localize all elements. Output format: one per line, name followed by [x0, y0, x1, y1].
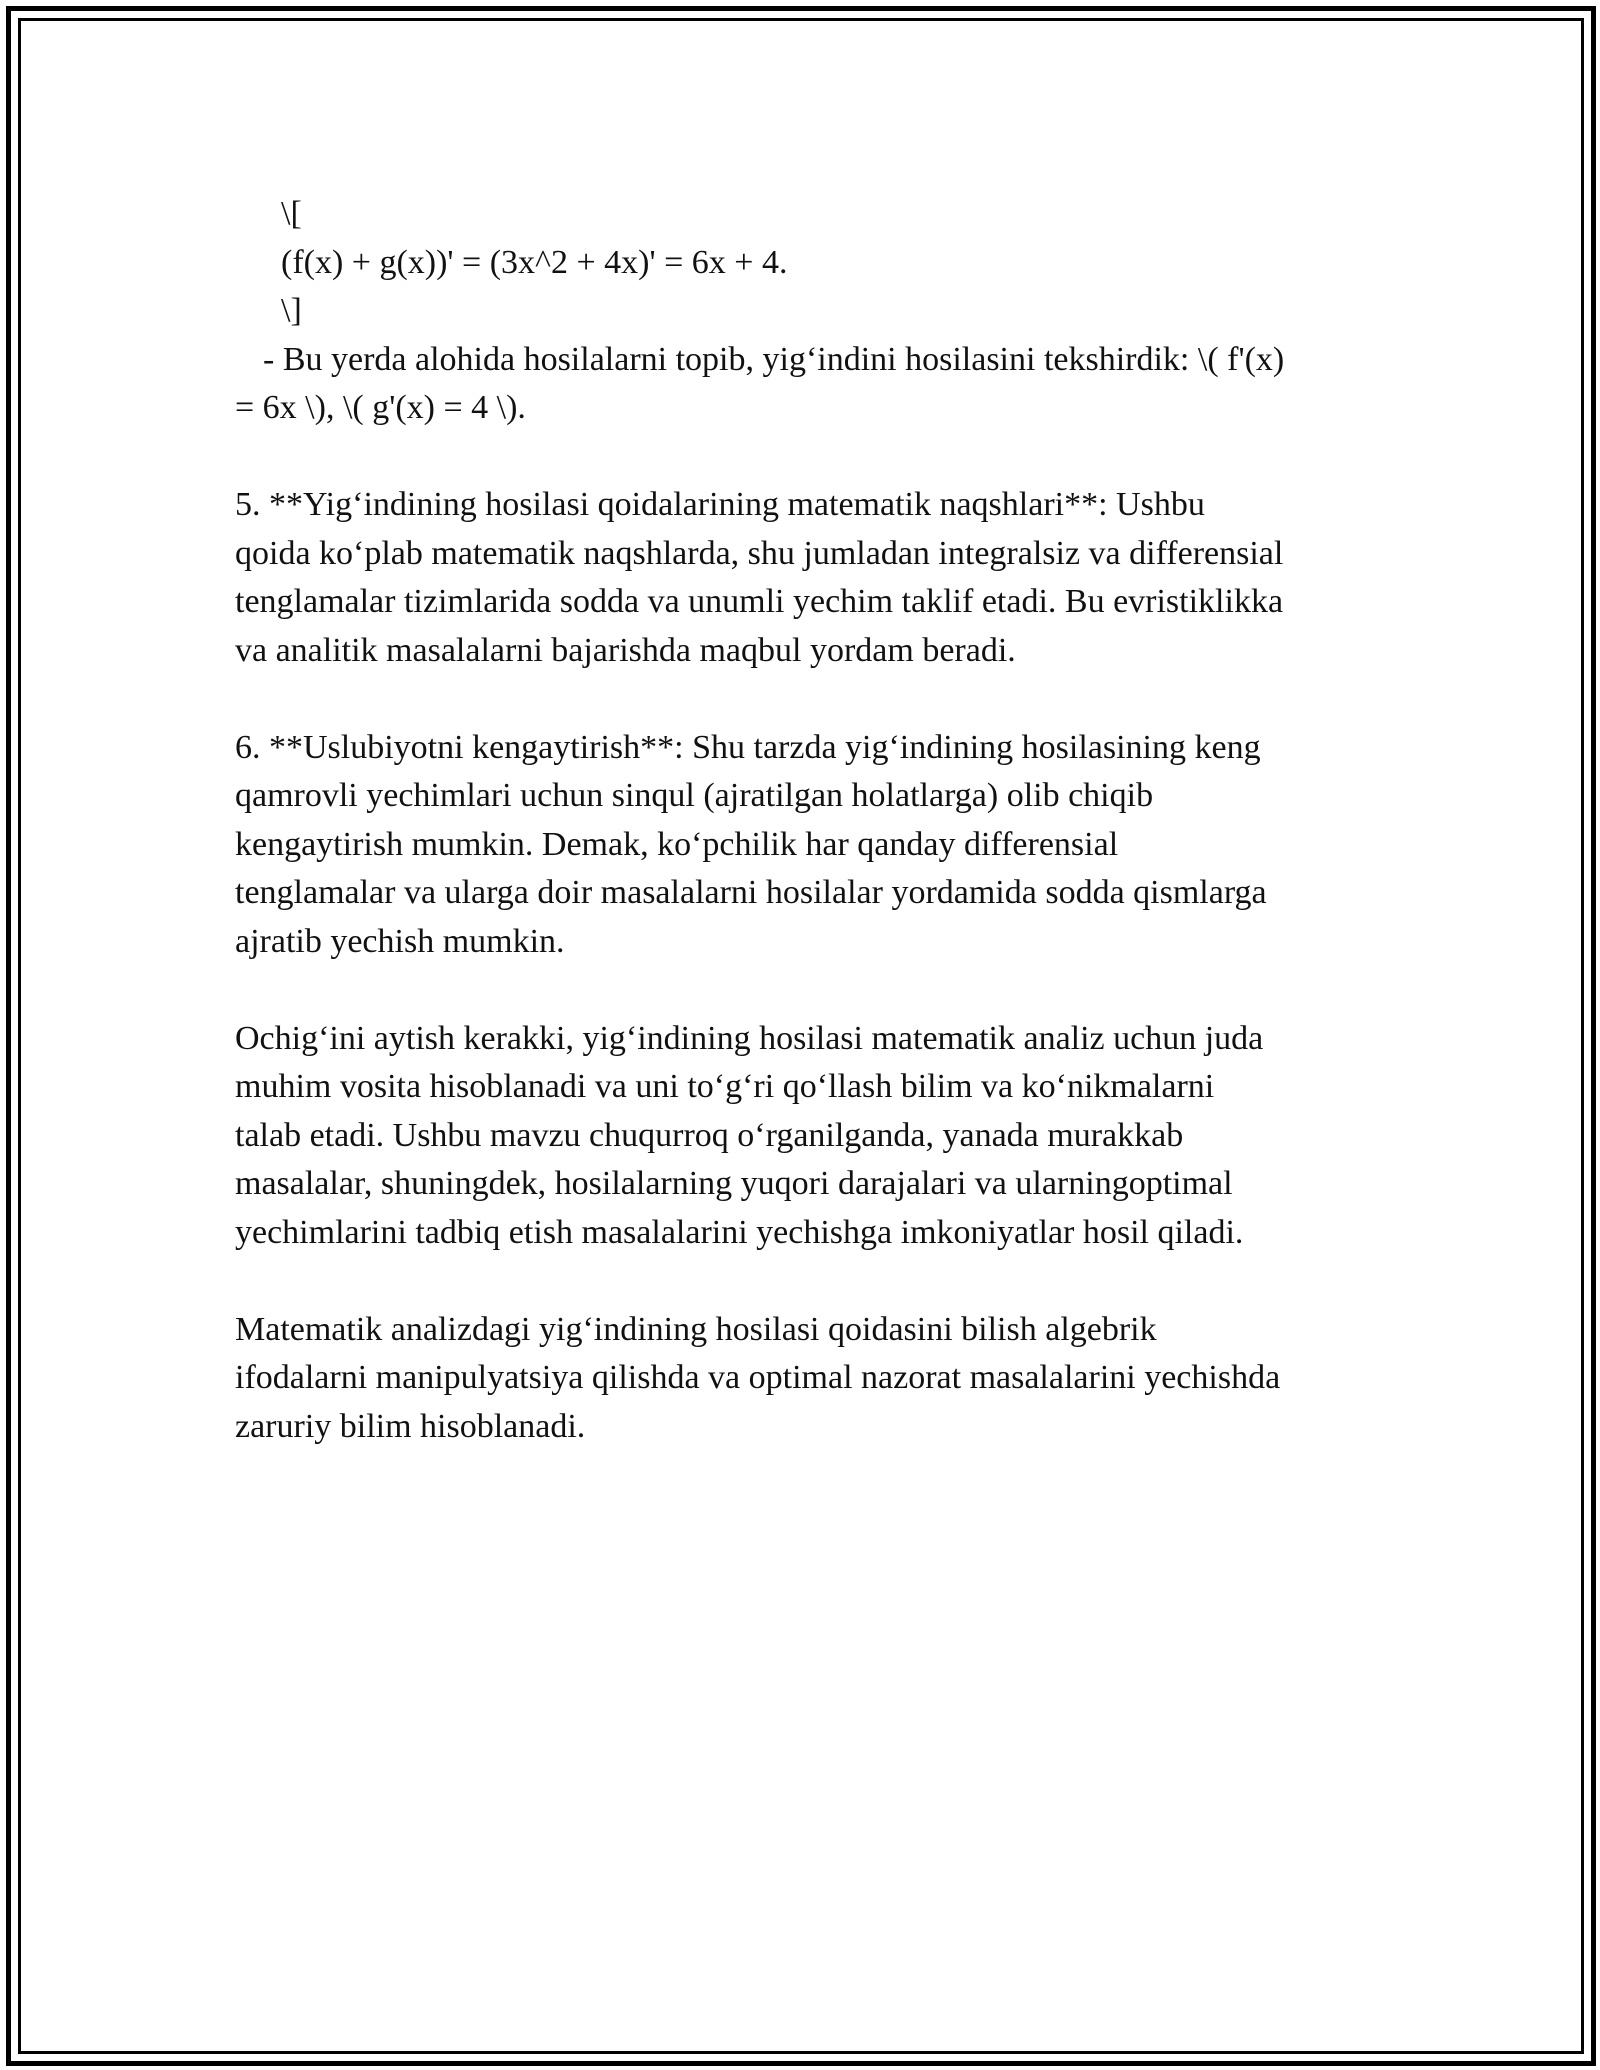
- paragraph-line: 5. **Yig‘indining hosilasi qoidalarining matematik naqshlari**: Ushbu: [235, 486, 1205, 523]
- paragraph-point-6: [235, 724, 1375, 967]
- paragraph-line: qamrovli yechimlari uchun sinqul (ajratilgan holatlarga) olib chiqib: [235, 777, 1154, 814]
- paragraph-line: va analitik masalalarni bajarishda maqbul yordam beradi.: [235, 631, 1016, 669]
- paragraph-conclusion: [235, 1015, 1375, 1258]
- paragraph-line: ifodalarni manipulyatsiya qilishda va optimal nazorat masalalarini yechishda: [235, 1359, 1281, 1396]
- paragraph-gap: [235, 1257, 1375, 1306]
- document-body: [235, 190, 1375, 1451]
- formula-note: [235, 336, 1375, 433]
- paragraph-gap: [235, 966, 1375, 1015]
- paragraph-final: [235, 1306, 1375, 1452]
- paragraph-line: muhim vosita hisoblanadi va uni to‘g‘ri qo‘llash bilim va ko‘nikmalarni: [235, 1068, 1215, 1105]
- paragraph-gap: [235, 433, 1375, 482]
- paragraph-line: talab etadi. Ushbu mavzu chuqurroq o‘rganilganda, yanada murakkab: [235, 1116, 1184, 1154]
- formula-block: [235, 190, 1375, 336]
- formula-equation: (f(x) + g(x))' = (3x^2 + 4x)' = 6x + 4.: [281, 243, 788, 281]
- paragraph-line: tenglamalar va ularga doir masalalarni hosilalar yordamida sodda qismlarga: [235, 874, 1267, 911]
- note-line: - Bu yerda alohida hosilalarni topib, yig‘indini hosilasini tekshirdik: \( f'(x): [263, 340, 1285, 378]
- paragraph-line: zaruriy bilim hisoblanadi.: [235, 1407, 586, 1445]
- paragraph-line: Ochig‘ini aytish kerakki, yig‘indining hosilasi matematik analiz uchun juda: [235, 1019, 1264, 1057]
- formula-open-delimiter: \[: [281, 195, 302, 232]
- paragraph-line: kengaytirish mumkin. Demak, ko‘pchilik har qanday differensial: [235, 825, 1119, 863]
- note-line: = 6x \), \( g'(x) = 4 \).: [235, 389, 526, 426]
- paragraph-line: tenglamalar tizimlarida sodda va unumli yechim taklif etadi. Bu evristiklikka: [235, 583, 1284, 620]
- paragraph-line: 6. **Uslubiyotni kengaytirish**: Shu tarzda yig‘indining hosilasining keng: [235, 728, 1261, 766]
- formula-close-delimiter: \]: [281, 292, 302, 329]
- paragraph-line: ajratib yechish mumkin.: [235, 922, 565, 960]
- paragraph-point-5: [235, 481, 1375, 675]
- paragraph-gap: [235, 675, 1375, 724]
- paragraph-line: qoida ko‘plab matematik naqshlarda, shu jumladan integralsiz va differensial: [235, 534, 1284, 572]
- paragraph-line: Matematik analizdagi yig‘indining hosilasi qoidasini bilish algebrik: [235, 1310, 1157, 1348]
- paragraph-line: yechimlarini tadbiq etish masalalarini yechishga imkoniyatlar hosil qiladi.: [235, 1213, 1244, 1251]
- paragraph-line: masalalar, shuningdek, hosilalarning yuqori darajalari va ularningoptimal: [235, 1165, 1233, 1202]
